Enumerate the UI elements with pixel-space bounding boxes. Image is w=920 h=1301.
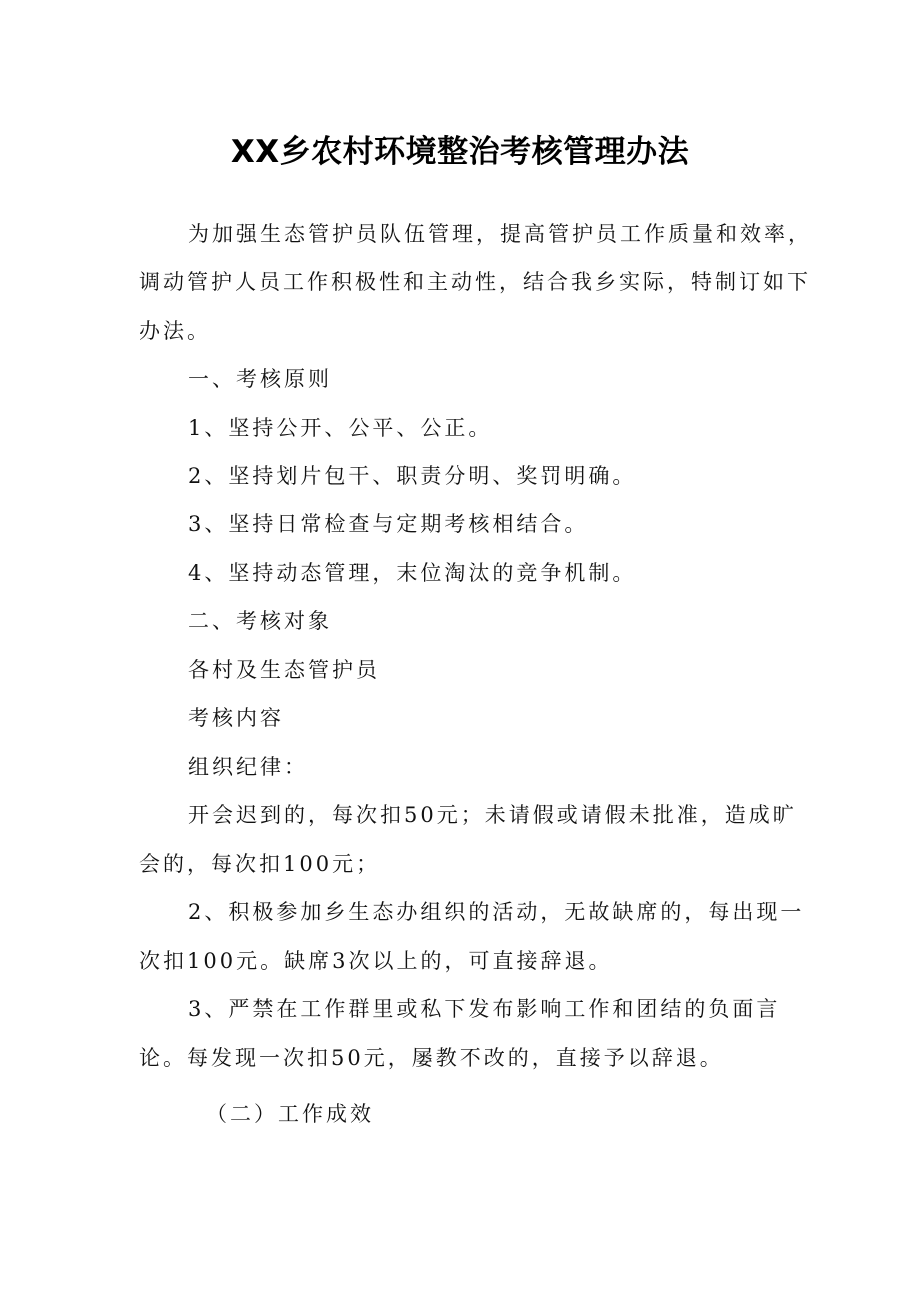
paragraph-intro-line-3: 办法。 [139, 319, 211, 343]
discipline-item-2-line-2: 次扣100元。缺席3次以上的，可直接辞退。 [139, 949, 613, 973]
principle-item-4: 4、坚持动态管理，末位淘汰的竞争机制。 [188, 561, 637, 585]
section-heading-content: 考核内容 [188, 706, 284, 730]
subsection-heading-discipline: 组织纪律： [188, 755, 308, 779]
discipline-item-3-line-1: 3、严禁在工作群里或私下发布影响工作和团结的负面言 [188, 997, 781, 1021]
principle-item-3: 3、坚持日常检查与定期考核相结合。 [188, 512, 589, 536]
discipline-item-3-line-2: 论。每发现一次扣50元，屡教不改的，直接予以辞退。 [139, 1046, 724, 1070]
paragraph-intro-line-1: 为加强生态管护员队伍管理，提高管护员工作质量和效率， [188, 222, 812, 246]
paragraph-intro-line-2: 调动管护人员工作积极性和主动性，结合我乡实际，特制订如下 [139, 270, 811, 294]
principle-item-2: 2、坚持划片包干、职责分明、奖罚明确。 [188, 464, 637, 488]
principle-item-1: 1、坚持公开、公平、公正。 [188, 416, 493, 440]
discipline-item-2-line-1: 2、积极参加乡生态办组织的活动，无故缺席的，每出现一 [188, 900, 805, 924]
discipline-item-1-line-2: 会的，每次扣100元； [139, 852, 381, 876]
document-title: XX乡农村环境整治考核管理办法 [230, 134, 690, 170]
discipline-item-1-line-1: 开会迟到的，每次扣50元；未请假或请假未批准，造成旷 [188, 803, 797, 827]
subsection-heading-performance: （二）工作成效 [206, 1102, 374, 1126]
section-heading-targets: 二、考核对象 [188, 609, 332, 633]
targets-text: 各村及生态管护员 [188, 658, 380, 682]
section-heading-principles: 一、考核原则 [188, 367, 332, 391]
